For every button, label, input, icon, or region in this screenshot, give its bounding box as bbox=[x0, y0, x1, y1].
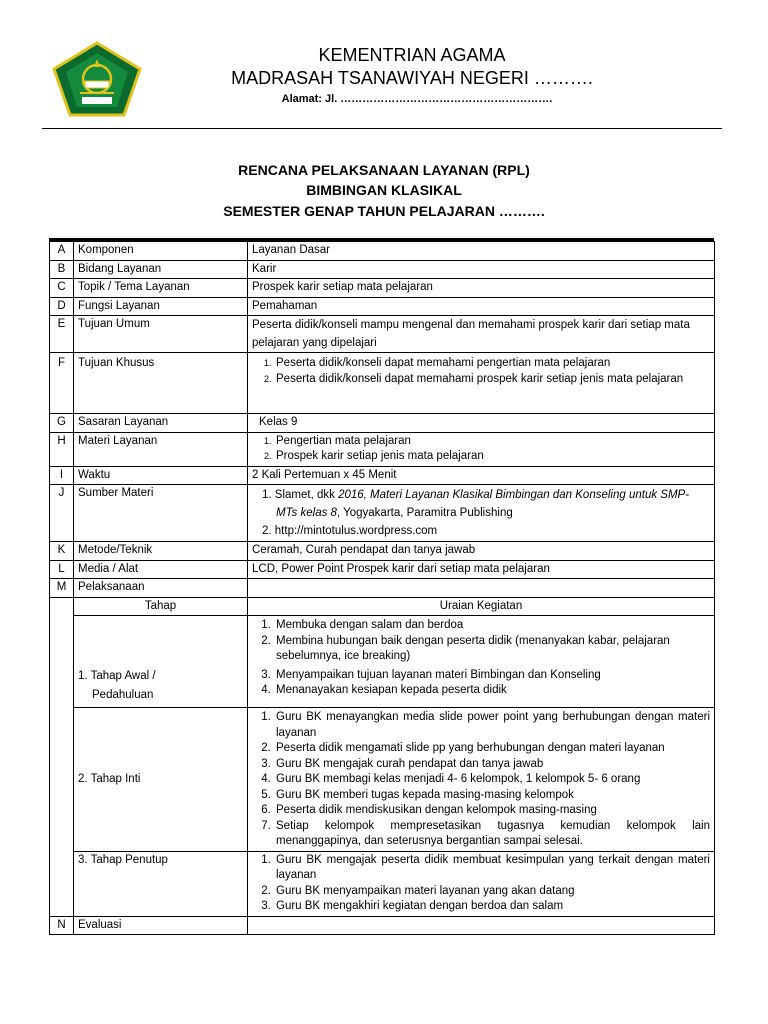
row-value bbox=[248, 485, 715, 542]
row-label: Waktu bbox=[74, 466, 248, 485]
column-header-tahap: Tahap bbox=[74, 597, 248, 616]
activity-list bbox=[252, 618, 710, 699]
doc-title-line3: SEMESTER GENAP TAHUN PELAJARAN ………. bbox=[223, 203, 545, 219]
row-value: Kelas 9 bbox=[248, 414, 715, 433]
list-item: 3. Menyampaikan tujuan layanan materi Bimbingan dan Konseling bbox=[274, 668, 710, 684]
table-row bbox=[50, 242, 715, 261]
list-item: 1. Guru BK menayangkan media slide power point yang berhubungan dengan materi layanan bbox=[274, 710, 710, 741]
stage-name: 2. Tahap Inti bbox=[74, 708, 248, 852]
row-value bbox=[248, 579, 715, 598]
source-publisher: , Yogyakarta, Paramitra Publishing bbox=[336, 507, 513, 519]
source-author: Slamet, dkk bbox=[274, 489, 339, 501]
row-label: Tujuan Umum bbox=[74, 316, 248, 353]
stage-name-line: Pedahuluan bbox=[92, 689, 154, 701]
source-link[interactable]: 2. http://mintotulus.wordpress.com bbox=[262, 525, 438, 537]
row-code: D bbox=[50, 297, 74, 316]
table-row bbox=[50, 432, 715, 466]
row-label: Evaluasi bbox=[74, 916, 248, 935]
source-title: 2016, Materi Layanan Klasikal Bimbingan dan Konseling untuk SMP-MTs kelas 8 bbox=[276, 489, 690, 519]
row-code: H bbox=[50, 432, 74, 466]
row-value bbox=[248, 432, 715, 466]
row-code: J bbox=[50, 485, 74, 542]
doc-title-line2: BIMBINGAN KLASIKAL bbox=[306, 182, 462, 198]
table-row bbox=[50, 353, 715, 414]
table-row bbox=[50, 597, 715, 616]
row-label: Media / Alat bbox=[74, 560, 248, 579]
list-item: 6. Peserta didik mendiskusikan dengan kelompok masing-masing bbox=[274, 803, 710, 819]
table-row bbox=[50, 260, 715, 279]
list-item: 4. Guru BK membagi kelas menjadi 4- 6 kelompok, 1 kelompok 5- 6 orang bbox=[274, 772, 710, 788]
row-code: E bbox=[50, 316, 74, 353]
list-item: 7. Setiap kelompok mempresetasikan tugasnya kemudian kelompok lain menanggapinya, dan seterusnya bergantian sampai selesai. bbox=[274, 819, 710, 850]
list-item: 2. Guru BK menyampaikan materi layanan yang akan datang bbox=[274, 884, 710, 900]
row-value: Peserta didik/konseli mampu mengenal dan memahami prospek karir dari setiap mata pelajaran yang dipelajari bbox=[248, 316, 715, 353]
row-value: Ceramah, Curah pendapat dan tanya jawab bbox=[248, 542, 715, 561]
list-item: 2. Peserta didik/konseli dapat memahami prospek karir setiap jenis mata pelajaran bbox=[274, 372, 710, 388]
stage-name bbox=[74, 616, 248, 708]
header-divider bbox=[42, 128, 722, 129]
school-name: MADRASAH TSANAWIYAH NEGERI ………. bbox=[231, 68, 593, 88]
stage-row bbox=[50, 708, 715, 852]
list-item: 1. Pengertian mata pelajaran bbox=[274, 434, 710, 450]
row-code: B bbox=[50, 260, 74, 279]
row-code: F bbox=[50, 353, 74, 414]
row-label: Topik / Tema Layanan bbox=[74, 279, 248, 298]
row-value: Prospek karir setiap mata pelajaran bbox=[248, 279, 715, 298]
row-code: N bbox=[50, 916, 74, 935]
row-code-blank bbox=[50, 597, 74, 916]
table-row bbox=[50, 316, 715, 353]
stage-row bbox=[50, 851, 715, 916]
row-label: Sumber Materi bbox=[74, 485, 248, 542]
row-label: Sasaran Layanan bbox=[74, 414, 248, 433]
row-code: K bbox=[50, 542, 74, 561]
row-value: 2 Kali Pertemuan x 45 Menit bbox=[248, 466, 715, 485]
activity-list bbox=[252, 853, 710, 915]
row-label: Materi Layanan bbox=[74, 432, 248, 466]
list-item: 1. Peserta didik/konseli dapat memahami pengertian mata pelajaran bbox=[274, 356, 710, 372]
column-header-uraian: Uraian Kegiatan bbox=[248, 597, 715, 616]
materi-list bbox=[252, 434, 710, 465]
doc-title-line1: RENCANA PELAKSANAAN LAYANAN (RPL) bbox=[238, 162, 530, 178]
row-value bbox=[248, 353, 715, 414]
row-label: Tujuan Khusus bbox=[74, 353, 248, 414]
rpl-table bbox=[49, 241, 715, 935]
row-code: M bbox=[50, 579, 74, 598]
school-address: Alamat: Jl. …………………………………………………. bbox=[281, 93, 553, 105]
table-row bbox=[50, 579, 715, 598]
row-value: Pemahaman bbox=[248, 297, 715, 316]
table-row bbox=[50, 466, 715, 485]
list-item: 2. Membina hubungan baik dengan peserta didik (menanyakan kabar, pelajaran sebelumnya, ice breaking) bbox=[274, 634, 710, 665]
stage-name: 3. Tahap Penutup bbox=[74, 851, 248, 916]
row-label: Fungsi Layanan bbox=[74, 297, 248, 316]
table-row bbox=[50, 916, 715, 935]
list-item: 1. Membuka dengan salam dan berdoa bbox=[274, 618, 710, 634]
row-label: Bidang Layanan bbox=[74, 260, 248, 279]
row-label: Metode/Teknik bbox=[74, 542, 248, 561]
row-value: LCD, Power Point Prospek karir dari setiap mata pelajaran bbox=[248, 560, 715, 579]
row-code: C bbox=[50, 279, 74, 298]
list-item: 3. Guru BK mengakhiri kegiatan dengan berdoa dan salam bbox=[274, 899, 710, 915]
list-item: 3. Guru BK mengajak curah pendapat dan tanya jawab bbox=[274, 757, 710, 773]
row-code: A bbox=[50, 242, 74, 261]
row-code: I bbox=[50, 466, 74, 485]
list-item: 1. Guru BK mengajak peserta didik membuat kesimpulan yang terkait dengan materi layanan bbox=[274, 853, 710, 884]
table-row bbox=[50, 297, 715, 316]
row-code: G bbox=[50, 414, 74, 433]
list-item: 5. Guru BK memberi tugas kepada masing-masing kelompok bbox=[274, 788, 710, 804]
stage-activities bbox=[248, 616, 715, 708]
list-item: 4. Menanayakan kesiapan kepada peserta didik bbox=[274, 683, 710, 699]
stage-row bbox=[50, 616, 715, 708]
row-value: Layanan Dasar bbox=[248, 242, 715, 261]
table-row bbox=[50, 485, 715, 542]
activity-list bbox=[252, 710, 710, 850]
row-value: Karir bbox=[248, 260, 715, 279]
institution-name: KEMENTRIAN AGAMA bbox=[318, 45, 506, 65]
table-row bbox=[50, 414, 715, 433]
table-row bbox=[50, 279, 715, 298]
list-item: 2. Prospek karir setiap jenis mata pelajaran bbox=[274, 449, 710, 465]
list-item: 2. Peserta didik mengamati slide pp yang berhubungan dengan materi layanan bbox=[274, 741, 710, 757]
stage-activities bbox=[248, 708, 715, 852]
table-row bbox=[50, 542, 715, 561]
source-item: 1. Slamet, dkk 2016, Materi Layanan Klasikal Bimbingan dan Konseling untuk SMP-MTs kelas 8, Yogyakarta, Paramitra Publishing bbox=[262, 489, 690, 519]
row-label: Pelaksanaan bbox=[74, 579, 248, 598]
tujuan-khusus-list bbox=[252, 356, 710, 387]
stage-name-line: 1. Tahap Awal / bbox=[78, 670, 156, 682]
row-label: Komponen bbox=[74, 242, 248, 261]
row-code: L bbox=[50, 560, 74, 579]
table-row bbox=[50, 560, 715, 579]
stage-activities bbox=[248, 851, 715, 916]
row-value bbox=[248, 916, 715, 935]
